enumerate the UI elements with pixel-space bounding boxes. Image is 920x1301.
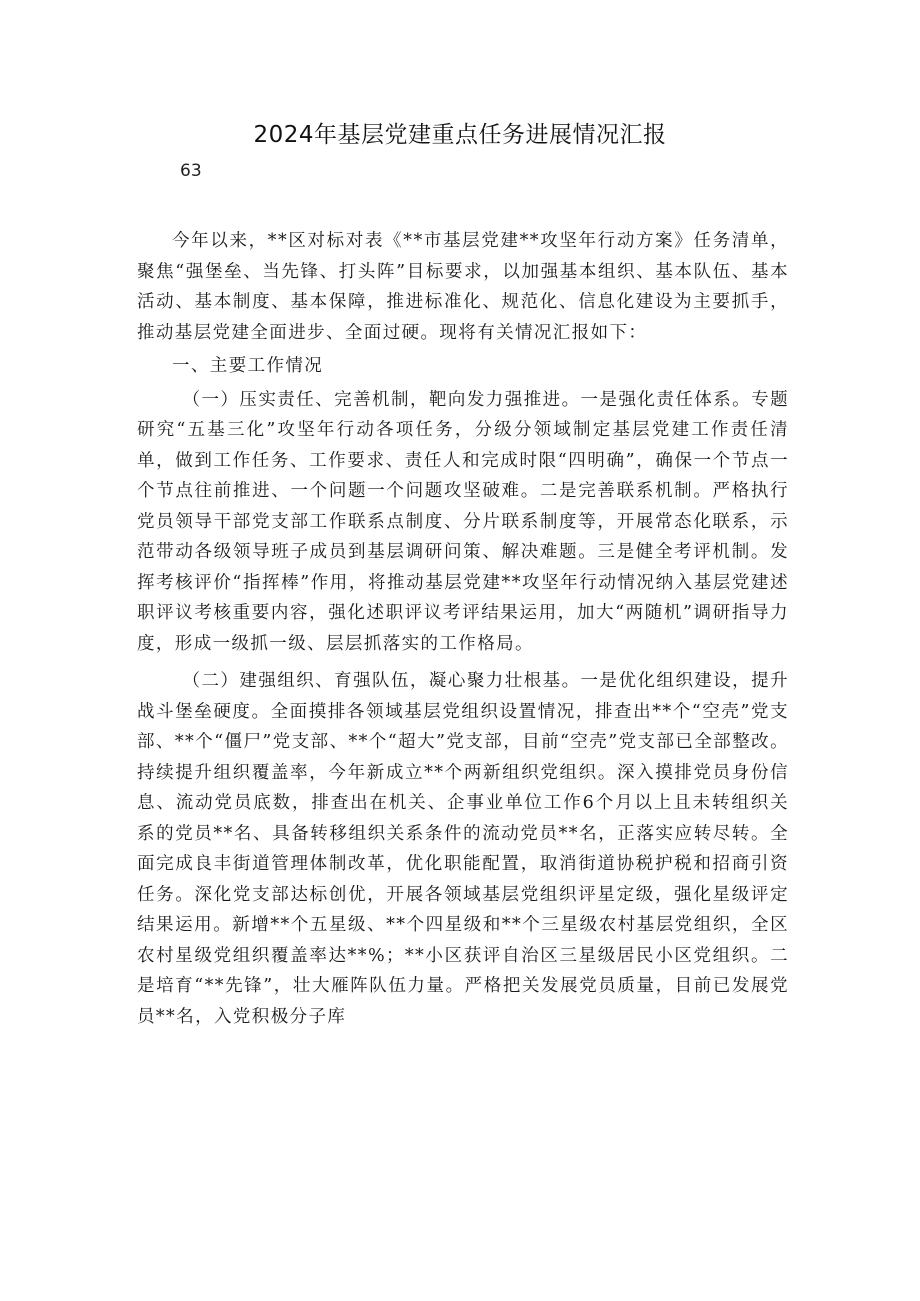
document-title: 2024年基层党建重点任务进展情况汇报 — [253, 122, 667, 148]
document-body — [137, 226, 789, 1032]
subsection-1-paragraph: （一）压实责任、完善机制，靶向发力强推进。一是强化责任体系。专题研究“五基三化”攻坚年行动各项任务，分级分领域制定基层党建工作责任清单，做到工作任务、工作要求、责任人和完成时限“四明确”，确保一个节点一个节点往前推进、一个问题一个问题攻坚破难。二是完善联系机制。严格执行党员领导干部党支部工作联系点制度、分片联系制度等，开展常态化联系，示范带动各级领导班子成员到基层调研问策、解决难题。三是健全考评机制。发挥考核评价“指挥棒”作用，将推动基层党建**攻坚年行动情况纳入基层党建述职评议考核重要内容，强化述职评议考评结果运用，加大“两随机”调研指导力度，形成一级抓一级、层层抓落实的工作格局。 — [137, 389, 789, 654]
intro-paragraph: 今年以来，**区对标对表《**市基层党建**攻坚年行动方案》任务清单，聚焦“强堡垒、当先锋、打头阵”目标要求，以加强基本组织、基本队伍、基本活动、基本制度、基本保障，推进标准化、规范化、信息化建设为主要抓手，推动基层党建全面进步、全面过硬。现将有关情况汇报如下： — [137, 231, 789, 343]
document-number: 63 — [180, 161, 202, 181]
subsection-2-paragraph: （二）建强组织、育强队伍，凝心聚力壮根基。一是优化组织建设，提升战斗堡垒硬度。全面摸排各领域基层党组织设置情况，排查出**个“空壳”党支部、**个“僵尸”党支部、**个“超大”党支部，目前“空壳”党支部已全部整改。持续提升组织覆盖率，今年新成立**个两新组织党组织。深入摸排党员身份信息、流动党员底数，排查出在机关、企事业单位工作6个月以上且未转组织关系的党员**名、具备转移组织关系条件的流动党员**名，正落实应转尽转。全面完成良丰街道管理体制改革，优化职能配置，取消街道协税护税和招商引资任务。深化党支部达标创优，开展各领域基层党组织评星定级，强化星级评定结果运用。新增**个五星级、**个四星级和**个三星级农村基层党组织，全区农村星级党组织覆盖率达**%；**小区获评自治区三星级居民小区党组织。二是培育“**先锋”，壮大雁阵队伍力量。严格把关发展党员质量，目前已发展党员**名，入党积极分子库 — [137, 671, 789, 1027]
section-heading: 一、主要工作情况 — [172, 356, 324, 376]
